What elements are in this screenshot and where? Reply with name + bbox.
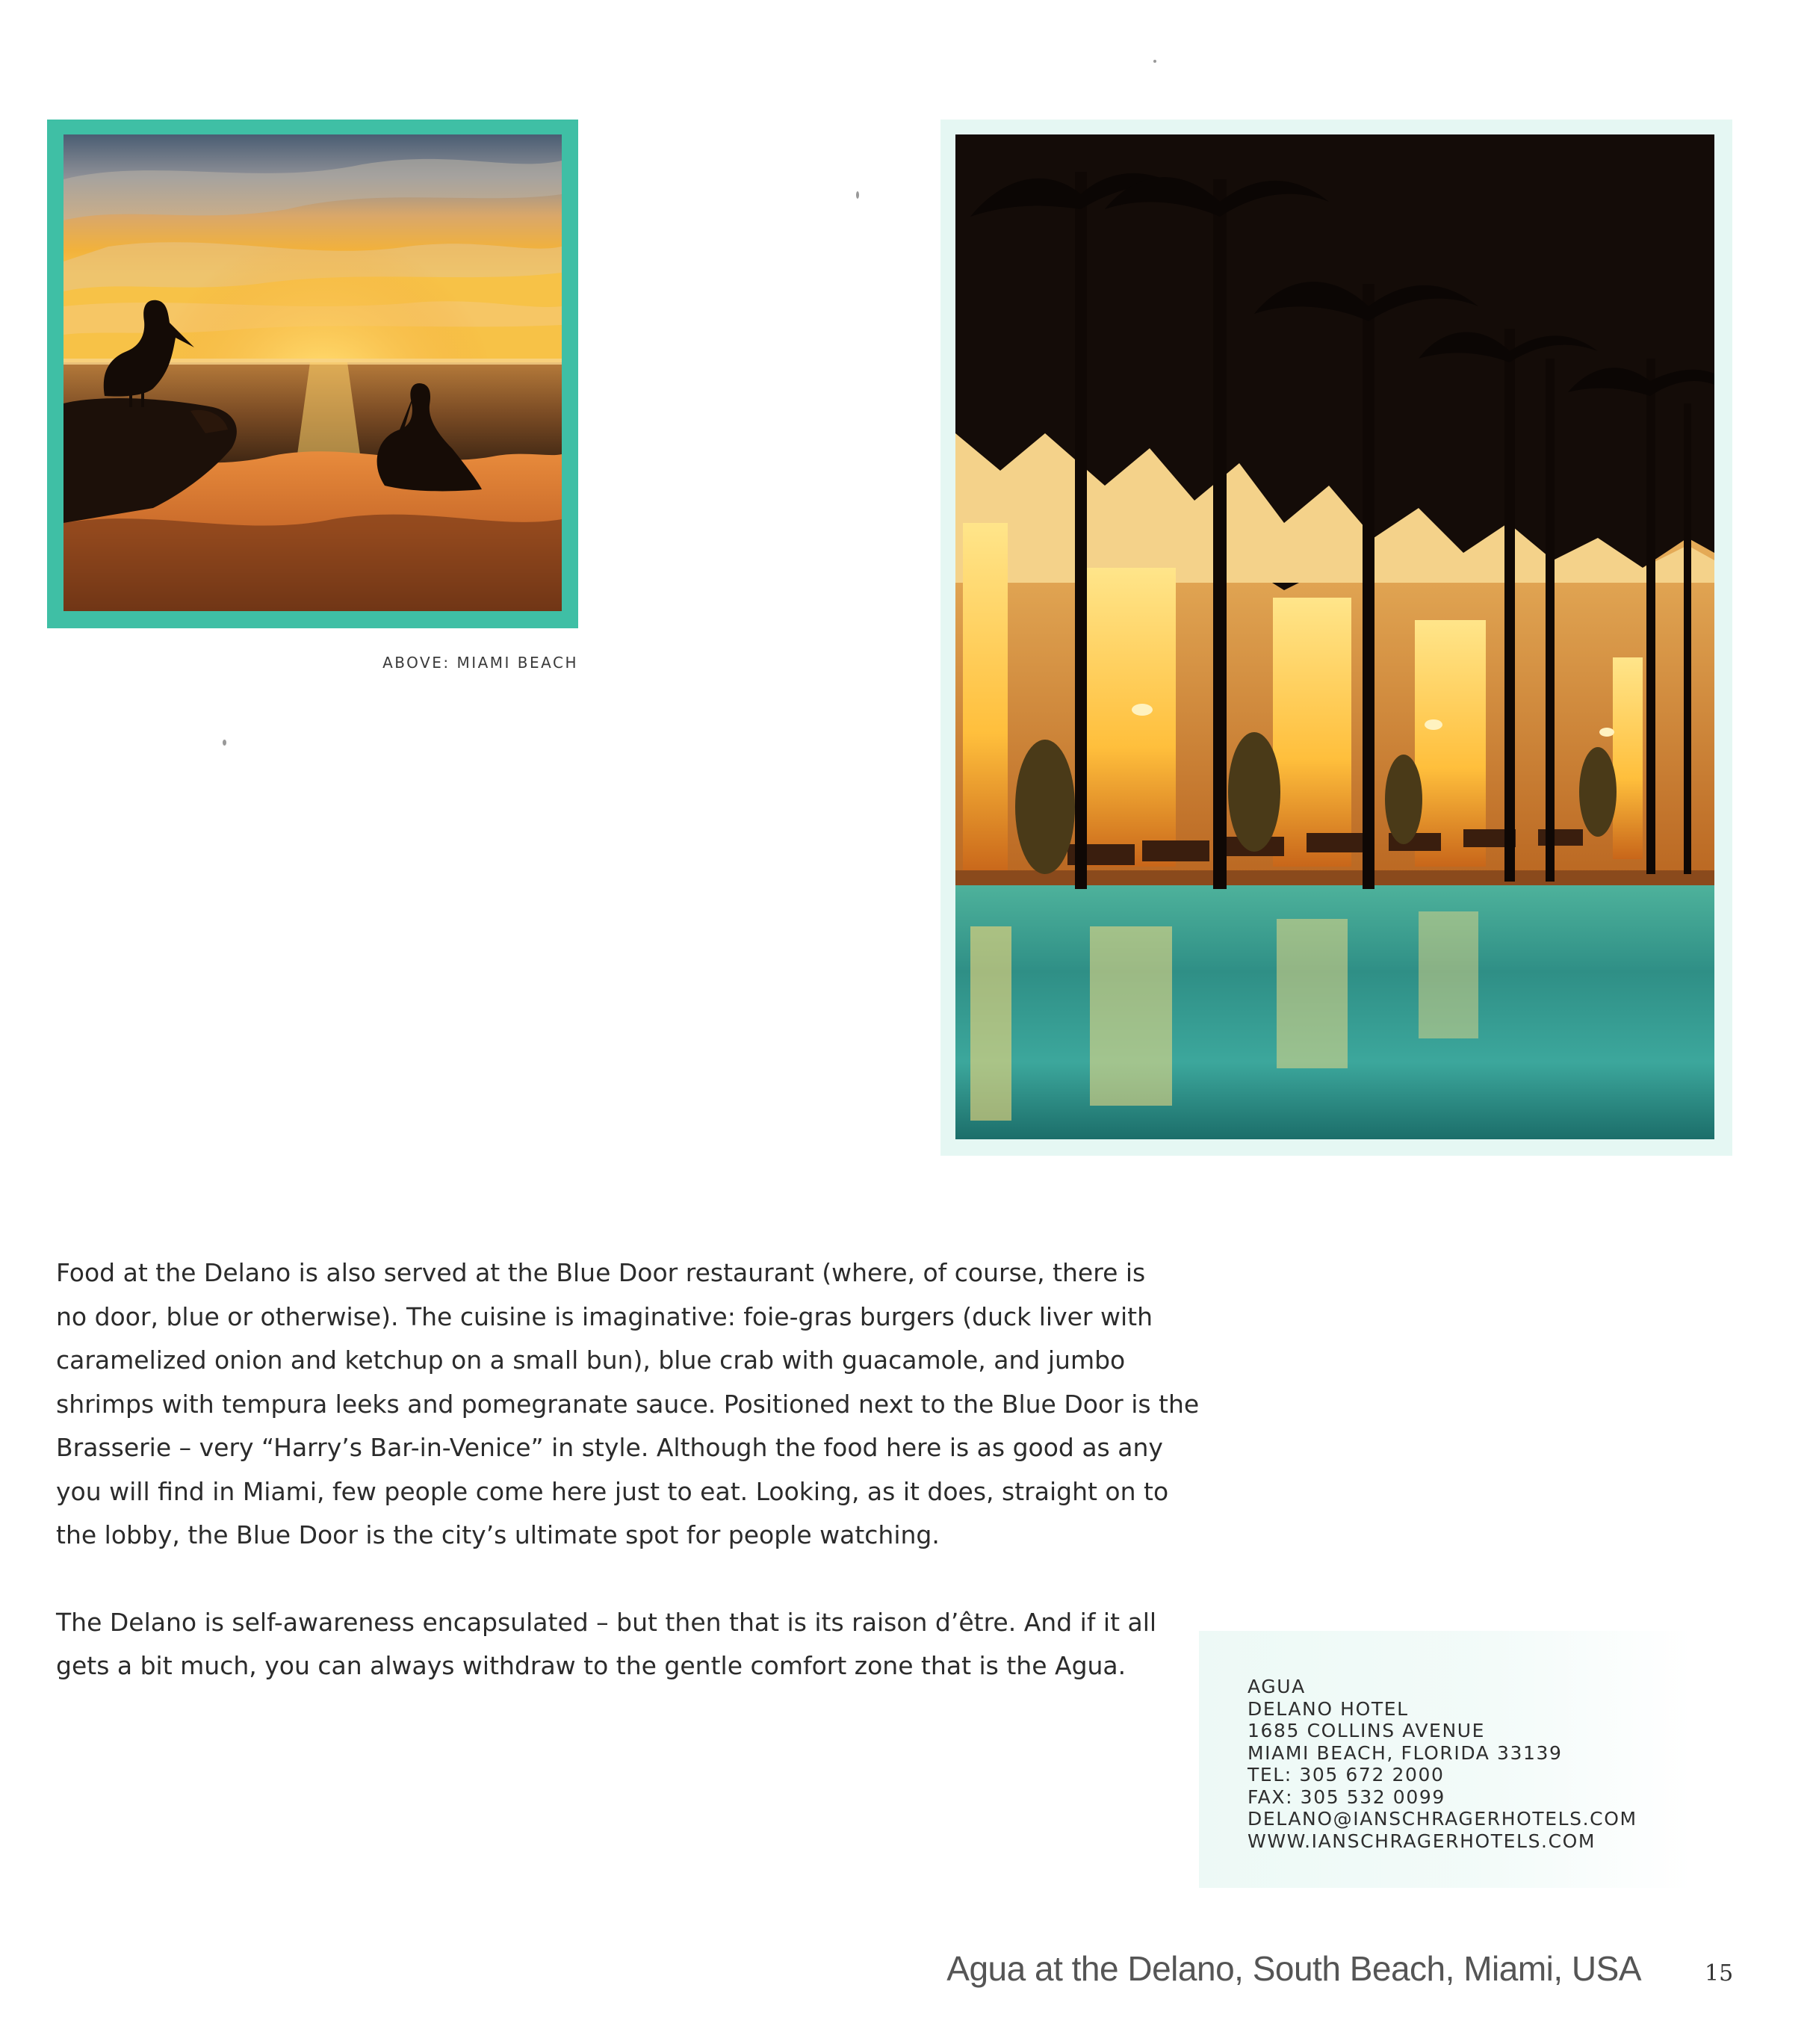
- text-line: Food at the Delano is also served at the Blue Door restaurant (where, of course, there is: [56, 1258, 1146, 1287]
- contact-tel: TEL: 305 672 2000: [1248, 1764, 1445, 1786]
- paragraph-1: [56, 1251, 1200, 1558]
- contact-hotel: DELANO HOTEL: [1248, 1697, 1409, 1720]
- hotel-pool-night-photo: [955, 134, 1714, 1139]
- text-line: you will find in Miami, few people come here just to eat. Looking, as it does, straight on to: [56, 1476, 1169, 1506]
- contact-email: DELANO@IANSCHRAGERHOTELS.COM: [1248, 1808, 1637, 1830]
- footer-title: Agua at the Delano, South Beach, Miami, USA: [946, 1949, 1641, 1988]
- contact-name: AGUA: [1248, 1676, 1306, 1697]
- page-number: 15: [1705, 1960, 1734, 1986]
- contact-fax: FAX: 305 532 0099: [1248, 1786, 1445, 1808]
- contact-website: WWW.IANSCHRAGERHOTELS.COM: [1248, 1830, 1596, 1852]
- text-line: Brasserie – very “Harry’s Bar-in-Venice” in style. Although the food here is as good as any: [56, 1433, 1163, 1462]
- contact-info: [1248, 1676, 1637, 1852]
- print-speck: [223, 740, 226, 746]
- text-line: caramelized onion and ketchup on a small bun), blue crab with guacamole, and jumbo: [56, 1345, 1126, 1375]
- text-line: gets a bit much, you can always withdraw to the gentle comfort zone that is the Agua.: [56, 1651, 1126, 1680]
- photo-caption: ABOVE: MIAMI BEACH: [382, 654, 578, 672]
- paragraph-2: [56, 1601, 1177, 1688]
- text-line: no door, blue or otherwise). The cuisine is imaginative: foie-gras burgers (duck liver with: [56, 1301, 1153, 1331]
- sunset-photo-frame: [47, 120, 578, 628]
- contact-city: MIAMI BEACH, FLORIDA 33139: [1248, 1741, 1563, 1764]
- text-line: The Delano is self-awareness encapsulated – but then that is its raison d’être. And if it all: [56, 1607, 1157, 1637]
- sunset-pelicans-photo: [63, 134, 562, 611]
- pool-photo-frame: [940, 120, 1732, 1156]
- text-line: the lobby, the Blue Door is the city’s ultimate spot for people watching.: [56, 1520, 940, 1549]
- contact-street: 1685 COLLINS AVENUE: [1248, 1720, 1486, 1741]
- article-body: [56, 1251, 1200, 1688]
- text-line: shrimps with tempura leeks and pomegranate sauce. Positioned next to the Blue Door is the: [56, 1389, 1200, 1419]
- print-speck: [856, 191, 859, 199]
- print-speck: [1153, 60, 1156, 63]
